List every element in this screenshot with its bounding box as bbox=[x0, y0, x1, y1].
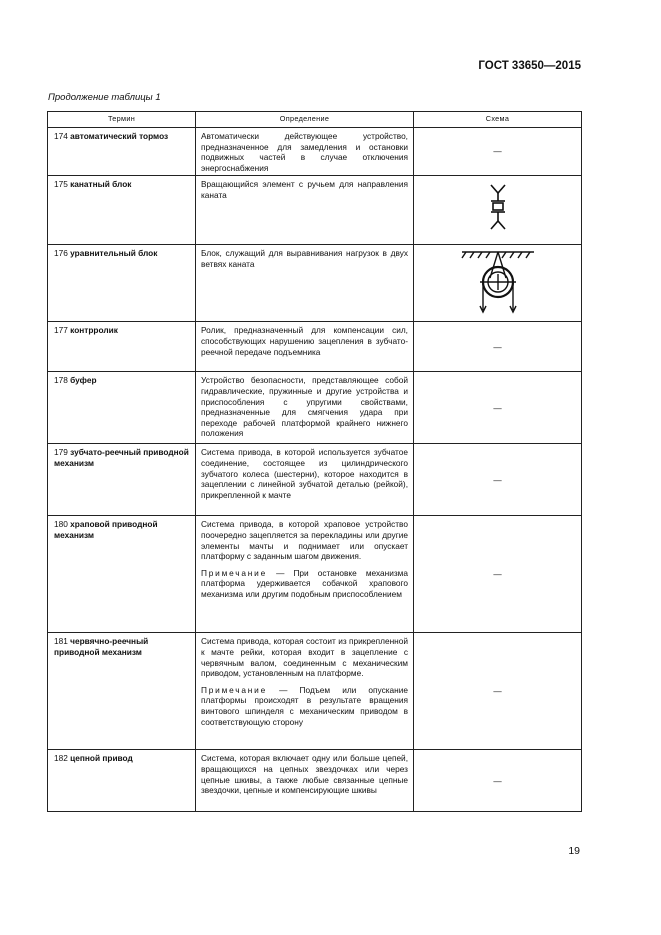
term-cell bbox=[48, 322, 196, 372]
schema-cell: — bbox=[414, 444, 582, 516]
term-name: цепной привод bbox=[70, 753, 133, 764]
table-row bbox=[48, 176, 582, 245]
term-cell bbox=[48, 245, 196, 322]
schema-cell bbox=[414, 245, 582, 322]
term-cell bbox=[48, 750, 196, 812]
term-name: храповой приводной механизм bbox=[54, 519, 158, 540]
schema-cell: — bbox=[414, 128, 582, 176]
schema-cell: — bbox=[414, 633, 582, 750]
term-number: 177 bbox=[54, 325, 68, 336]
note-label: Примечание bbox=[201, 684, 268, 695]
column-header-schema: Схема bbox=[414, 112, 582, 128]
table-row bbox=[48, 372, 582, 444]
schema-cell: — bbox=[414, 516, 582, 633]
definition-cell: Ролик, предназначенный для компенсации сил, способствующих нарушению зацепления в зубчато-реечной передаче подъемника bbox=[196, 322, 414, 372]
table-caption: Продолжение таблицы 1 bbox=[48, 92, 161, 103]
note-text: Подъем или опускание платформы происходят в результате вращения винтового шпинделя с механическим приводом в соответствующую сторону bbox=[201, 684, 408, 727]
term-cell bbox=[48, 176, 196, 245]
schema-cell bbox=[414, 176, 582, 245]
schema-cell: — bbox=[414, 750, 582, 812]
term-number: 178 bbox=[54, 375, 68, 386]
table-row bbox=[48, 750, 582, 812]
definition-cell: Блок, служащий для выравнивания нагрузок в двух ветвях каната bbox=[196, 245, 414, 322]
table-row bbox=[48, 444, 582, 516]
table-row bbox=[48, 633, 582, 750]
term-number: 180 bbox=[54, 519, 68, 530]
term-name: буфер bbox=[70, 375, 97, 386]
table-row bbox=[48, 245, 582, 322]
schema-cell: — bbox=[414, 372, 582, 444]
definition-cell: Устройство безопасности, представляющее собой гидравлические, пружинные и другие устройства и приспособления с упругими свойствами, предназначенные для смягчения удара при переходе рабочей платформой крайнего нижнего положения bbox=[196, 372, 414, 444]
table-row bbox=[48, 516, 582, 633]
definition-cell: Система, которая включает одну или больше цепей, вращающихся на цепных звездочках или через цепные шкивы, а также любые связанные цепные звездочки, цепные и компенсирующие шкивы bbox=[196, 750, 414, 812]
term-name: зубчато-реечный приводной механизм bbox=[54, 447, 189, 468]
note: Примечание — При остановке механизма платформа удерживается собачкой храпового механизма или другим подобным приспособлением bbox=[201, 567, 408, 599]
term-name: уравнительный блок bbox=[70, 248, 158, 259]
definition-cell: Система привода, в которой используется зубчатое соединение, состоящее из цилиндрического зубчатого колеса (шестерни), которое находится в зацеплении с линейной зубчатой деталью (рейкой), прикрепленной к мачте bbox=[196, 444, 414, 516]
definition-cell: Вращающийся элемент с ручьем для направления каната bbox=[196, 176, 414, 245]
table-row bbox=[48, 322, 582, 372]
column-header-definition: Определение bbox=[196, 112, 414, 128]
term-number: 174 bbox=[54, 131, 68, 141]
standard-number: ГОСТ 33650—2015 bbox=[478, 60, 581, 72]
note-label: Примечание bbox=[201, 567, 268, 578]
terms-table bbox=[47, 111, 582, 812]
page-number: 19 bbox=[568, 845, 580, 857]
term-cell bbox=[48, 444, 196, 516]
rope-pulley-diagram-icon bbox=[478, 179, 518, 239]
table-header-row bbox=[48, 112, 582, 128]
column-header-term: Термин bbox=[48, 112, 196, 128]
term-number: 176 bbox=[54, 248, 68, 259]
term-number: 179 bbox=[54, 447, 68, 458]
definition-text: Система привода, в которой храповое устройство поочередно зацепляется за перекладины или другие элементы мачты и поднимает или опускает платформу с заданным шагом движения. bbox=[201, 519, 408, 562]
term-name: канатный блок bbox=[70, 179, 132, 190]
schema-cell: — bbox=[414, 322, 582, 372]
definition-cell: Автоматически действующее устройство, предназначенное для замедления и остановки подвижных частей в случае отключения энергоснабжения bbox=[196, 128, 414, 176]
term-name: контрролик bbox=[70, 325, 118, 336]
equalizing-pulley-diagram-icon bbox=[458, 246, 538, 318]
term-cell bbox=[48, 128, 196, 176]
term-number: 181 bbox=[54, 636, 68, 647]
term-number: 175 bbox=[54, 179, 68, 190]
term-cell bbox=[48, 516, 196, 633]
definition-text: Система привода, которая состоит из прикрепленной к мачте рейки, которая входит в зацепление с червячным валом, соединенным с механическим приводом, установленным на платформе. bbox=[201, 636, 408, 679]
term-cell bbox=[48, 633, 196, 750]
term-cell bbox=[48, 372, 196, 444]
definition-cell bbox=[196, 516, 414, 633]
note-text: При остановке механизма платформа удерживается собачкой храпового механизма или другим подобным приспособлением bbox=[201, 567, 408, 599]
term-name: автоматический тормоз bbox=[70, 131, 169, 141]
note: Примечание — Подъем или опускание платформы происходят в результате вращения винтового шпинделя с механическим приводом в соответствующую сторону bbox=[201, 684, 408, 727]
term-number: 182 bbox=[54, 753, 68, 764]
definition-cell bbox=[196, 633, 414, 750]
term-name: червячно-реечный приводной механизм bbox=[54, 636, 149, 657]
table-row bbox=[48, 128, 582, 176]
